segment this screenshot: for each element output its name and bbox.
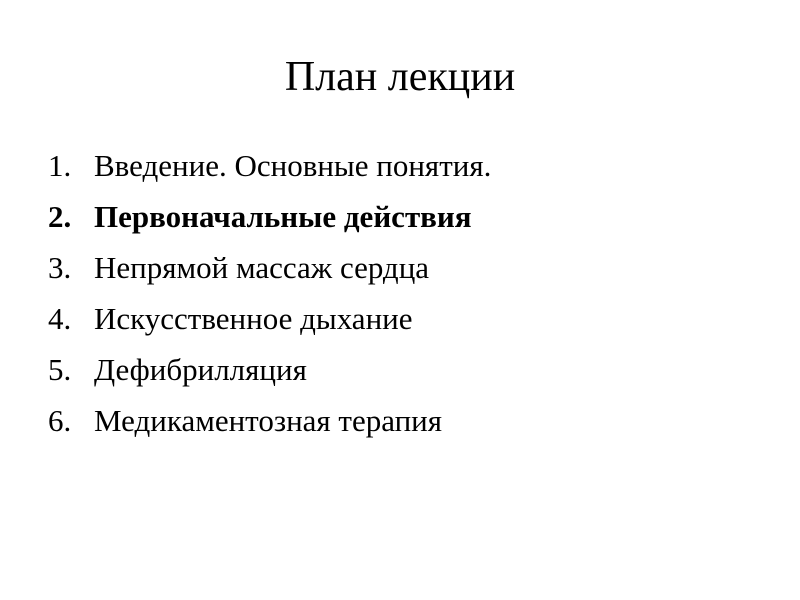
agenda-item-number: 2.	[48, 199, 72, 234]
agenda-item-number: 3.	[48, 250, 72, 285]
agenda-item-number: 4.	[48, 301, 72, 336]
agenda-item-text: Дефибрилляция	[94, 352, 307, 387]
agenda-item-text: Введение. Основные понятия.	[94, 148, 492, 183]
agenda-item-text: Непрямой массаж сердца	[94, 250, 430, 285]
agenda-item-number: 1.	[48, 148, 72, 183]
agenda-item	[48, 248, 491, 299]
agenda-item-text: Искусственное дыхание	[94, 301, 413, 336]
agenda-item-number: 5.	[48, 352, 72, 387]
agenda-item	[48, 299, 491, 350]
agenda-item-text: Первоначальные действия	[94, 199, 472, 234]
agenda-item	[48, 197, 491, 248]
agenda-item	[48, 401, 491, 452]
slide-title: План лекции	[284, 54, 516, 100]
agenda-list	[48, 146, 491, 452]
agenda-item	[48, 350, 491, 401]
agenda-item-text: Медикаментозная терапия	[94, 403, 443, 438]
agenda-item-number: 6.	[48, 403, 72, 438]
agenda-item	[48, 146, 491, 197]
